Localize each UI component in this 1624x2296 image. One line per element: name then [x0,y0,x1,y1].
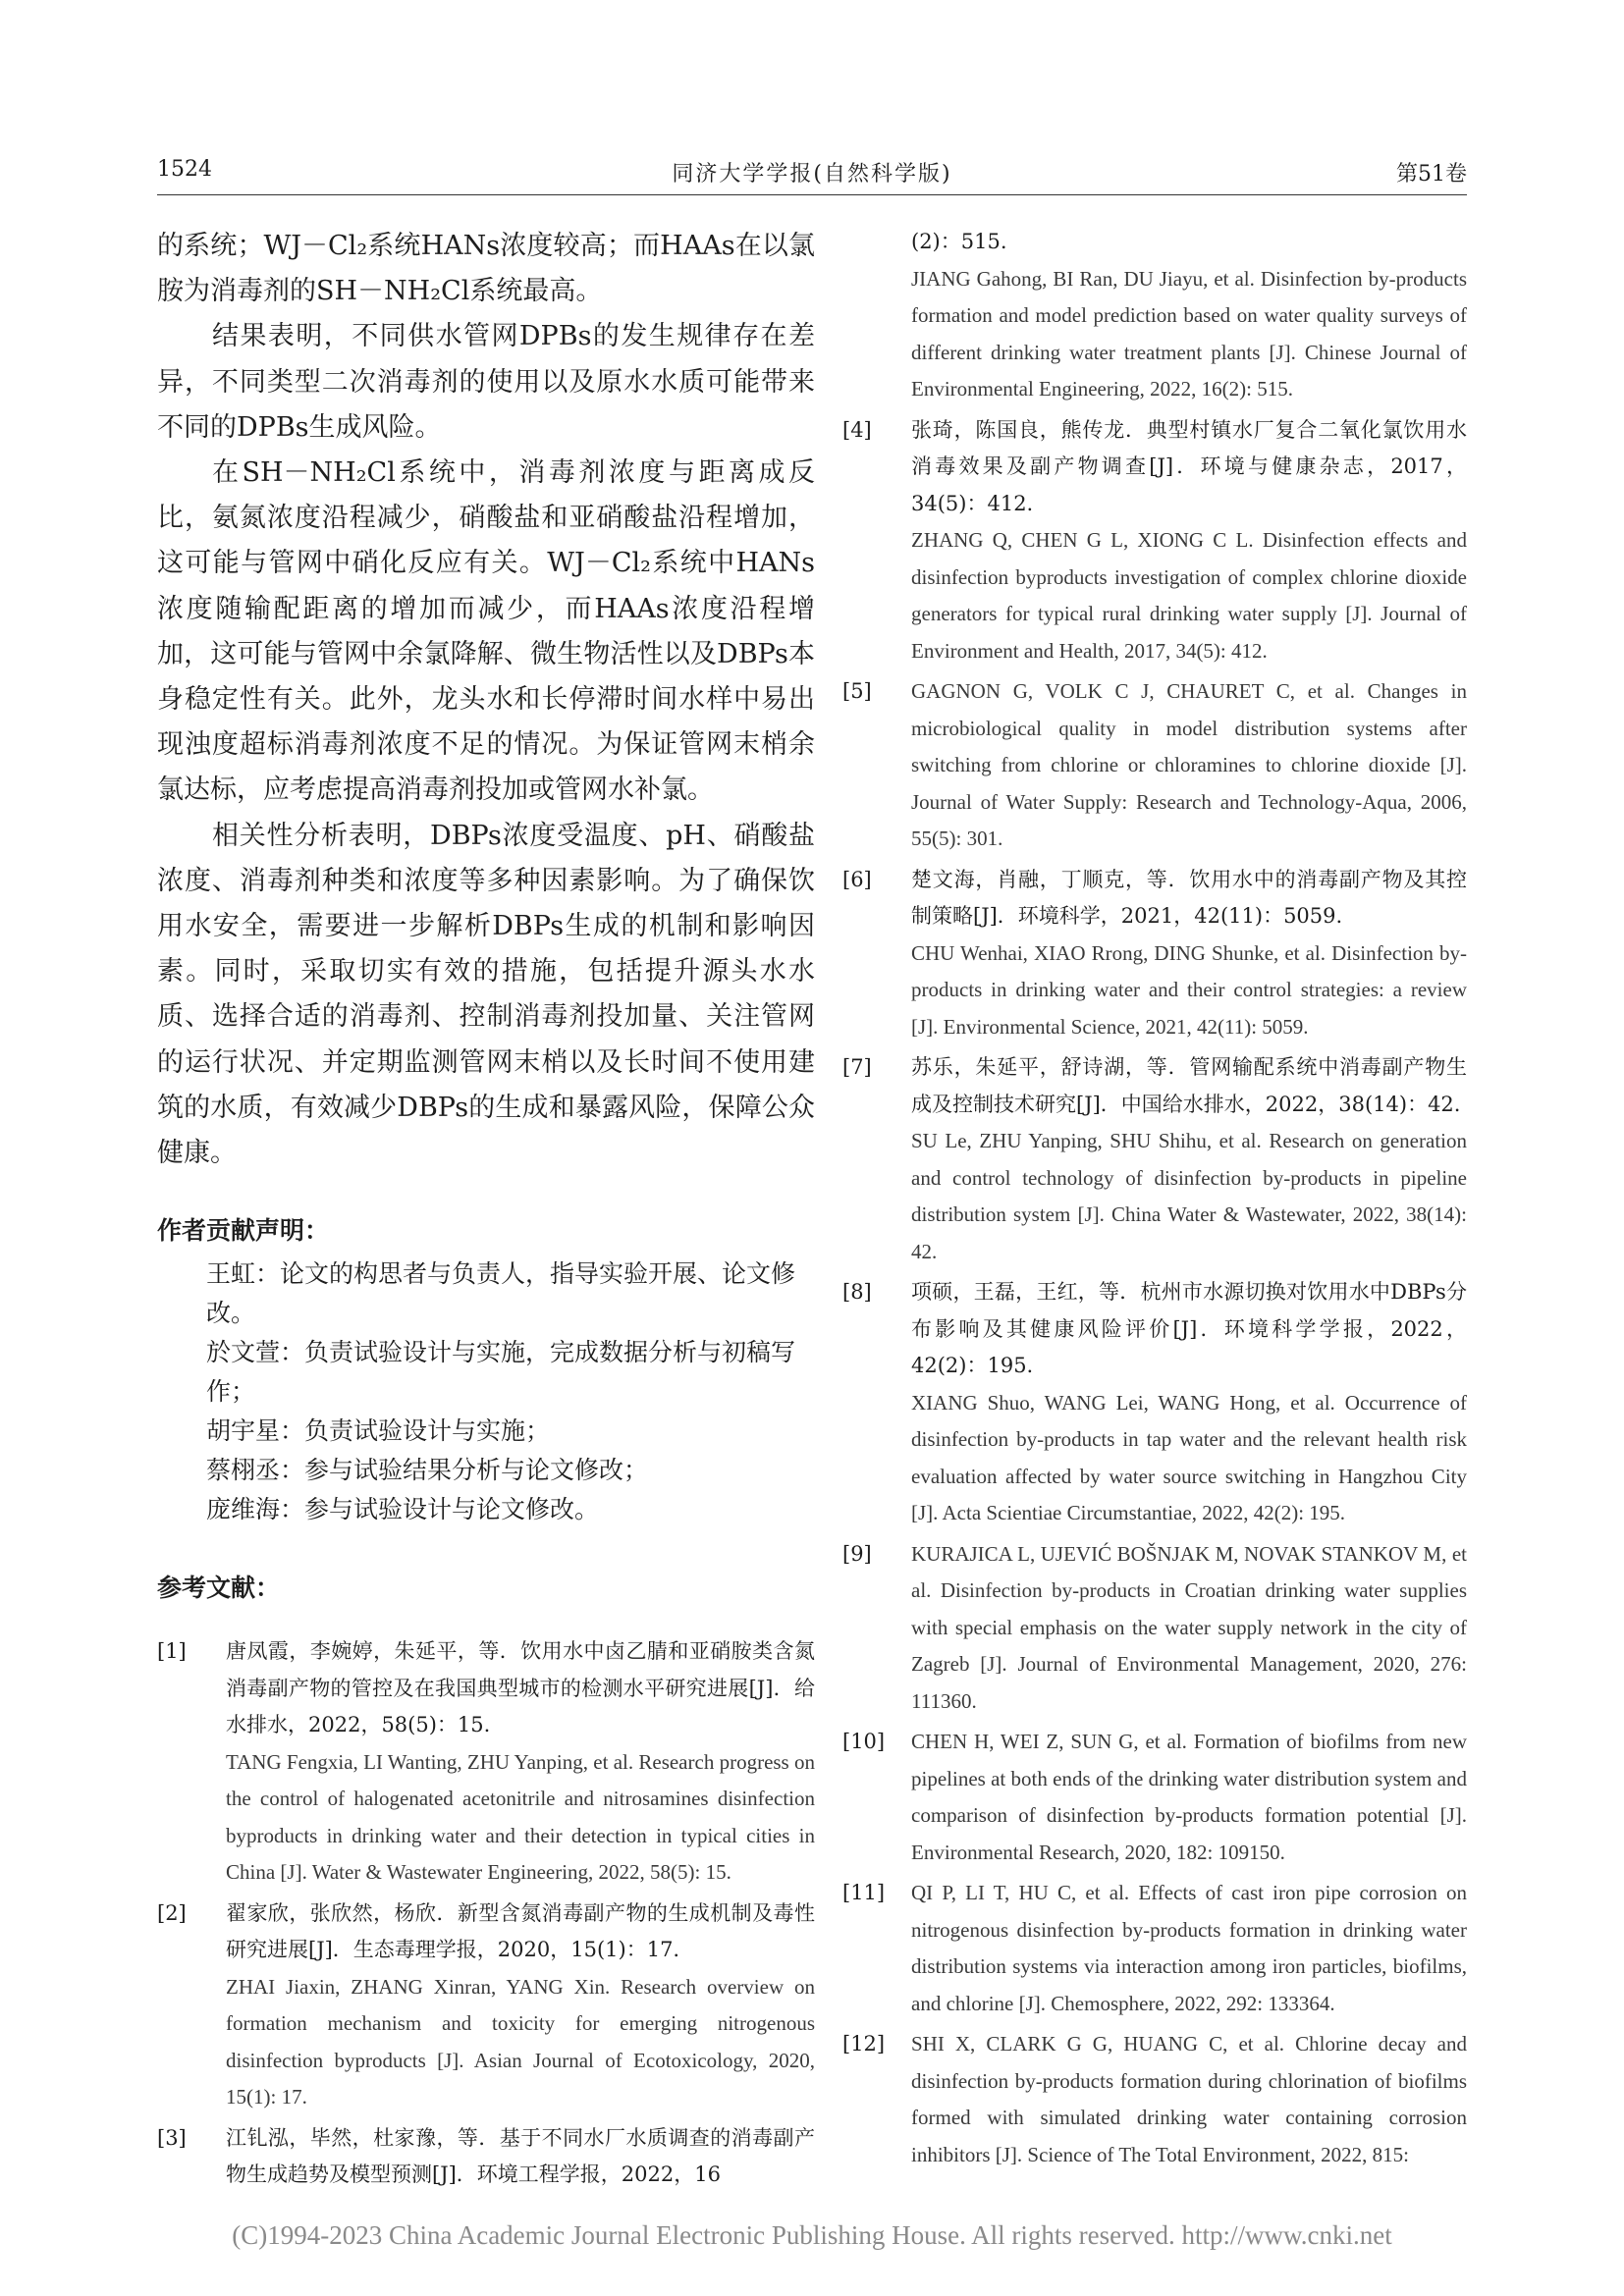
copyright-footer: (C)1994-2023 China Academic Journal Electronic Publishing House. All rights reserved. http://www.cnki.net [232,2220,1392,2250]
page-header [157,157,1467,192]
reference-number: [9] [842,1541,872,1566]
page-number: 1524 [157,157,212,182]
right-column [842,224,1467,2173]
paragraph-1: 的系统；WJ－Cl₂系统HANs浓度较高；而HAAs在以氯胺为消毒剂的SH－NH₂Cl系统最高。 [157,231,815,307]
references-title: 参考文献： [157,1574,281,1603]
contrib-item: 王虹：论文的构思者与负责人，指导实验开展、论文修改。 [206,1259,796,1328]
reference-number: [5] [842,679,872,703]
reference-zh: 苏乐，朱延平，舒诗湖，等．管网输配系统中消毒副产物生成及控制技术研究[J]．中国给水排水，2022，38(14)：42. [911,1055,1467,1116]
reference-zh: 楚文海，肖融，丁顺克，等．饮用水中的消毒副产物及其控制策略[J]．环境科学，2021，42(11)：5059. [911,867,1467,928]
reference-list-right [842,224,1467,2173]
reference-item [842,2026,1467,2173]
reference-number: [6] [842,867,872,891]
reference-en: QI P, LI T, HU C, et al. Effects of cast iron pipe corrosion on nitrogenous disinfection by-products formation in drinking water distribution systems via interaction among iron particles, biofilms, and chlorine [J]. Chemosphere, 2022, 292: 133364. [911,1881,1467,2015]
reference-item [842,412,1467,670]
reference-continuation [862,224,1467,408]
reference-en: GAGNON G, VOLK C J, CHAURET C, et al. Changes in microbiological quality in model distribution systems after switching from chlorine or chloramines to chlorine dioxide [J]. Journal of Water Supply: Research and Technology-Aqua, 2006, 55(5): 301. [911,679,1467,850]
contrib-item: 庞维海：参与试验设计与论文修改。 [206,1495,600,1524]
reference-number: [8] [842,1280,872,1304]
reference-zh: 江钆泓，毕然，杜家豫，等．基于不同水厂水质调查的消毒副产物生成趋势及模型预测[J]．环境工程学报，2022，16 [226,2125,815,2187]
reference-item [842,1274,1467,1532]
reference-number: [4] [842,417,872,442]
reference-number: [7] [842,1055,872,1079]
reference-en: ZHANG Q, CHEN G L, XIONG C L. Disinfection effects and disinfection byproducts investigation of complex chlorine dioxide generators for typical rural drinking water supply [J]. Journal of Environment and Health, 2017, 34(5): 412. [911,528,1467,663]
paragraph-2: 结果表明，不同供水管网DPBs的发生规律存在差异，不同类型二次消毒剂的使用以及原水水质可能带来不同的DPBs生成风险。 [157,321,815,443]
reference-item [157,1896,815,2116]
left-column [157,224,815,2194]
reference-en: XIANG Shuo, WANG Lei, WANG Hong, et al. Occurrence of disinfection by-products in tap water and the relevant health risk evaluation affected by water source switching in Hangzhou City [J]. Acta Scientiae Circumstantiae, 2022, 42(2): 195. [911,1390,1467,1524]
reference-en: ZHAI Jiaxin, ZHANG Xinran, YANG Xin. Research overview on formation mechanism and toxicity for emerging nitrogenous disinfection byproducts [J]. Asian Journal of Ecotoxicology, 2020, 15(1): 17. [226,1974,815,2109]
reference-item [842,1724,1467,1871]
reference-number: [1] [157,1639,187,1664]
reference-number: [10] [842,1730,886,1753]
contrib-item: 胡宇星：负责试验设计与实施； [206,1416,551,1446]
reference-zh: 项硕，王磊，王红，等．杭州市水源切换对饮用水中DBPs分布影响及其健康风险评价[J]．环境科学学报，2022，42(2)：195. [911,1280,1467,1377]
reference-en: CHEN H, WEI Z, SUN G, et al. Formation of biofilms from new pipelines at both ends of the drinking water distribution system and comparison of disinfection by-products formation potential [J]. Environmental Research, 2020, 182: 109150. [911,1730,1467,1864]
contrib-item: 於文萱：负责试验设计与实施，完成数据分析与初稿写作； [206,1338,796,1407]
reference-en: KURAJICA L, UJEVIĆ BOŠNJAK M, NOVAK STANKOV M, et al. Disinfection by-products in Croatian drinking water supplies with special emphasis on the water supply network in the city of Zagreb [J]. Journal of Environmental Management, 2020, 276: 111360. [911,1541,1467,1713]
reference-item [842,862,1467,1046]
reference-en: JIANG Gahong, BI Ran, DU Jiayu, et al. Disinfection by-products formation and model prediction based on water quality surveys of different drinking water treatment plants [J]. Chinese Journal of Environmental Engineering, 2022, 16(2): 515. [911,266,1467,400]
reference-item [842,673,1467,858]
reference-zh: (2)：515. [911,230,1007,253]
reference-item [157,1633,815,1892]
reference-number: [12] [842,2032,886,2056]
volume-label: 第51卷 [1396,162,1467,187]
reference-en: SHI X, CLARK G G, HUANG C, et al. Chlorine decay and disinfection by-products formation during chlorination of biofilms formed with simulated drinking water containing corrosion inhibitors [J]. Science of The Total Environment, 2022, 815: [911,2032,1467,2166]
reference-zh: 张琦，陈国良，熊传龙．典型村镇水厂复合二氧化氯饮用水消毒效果及副产物调查[J]．环境与健康杂志，2017，34(5)：412. [911,417,1467,515]
contrib-item: 蔡栩丞：参与试验结果分析与论文修改； [206,1456,649,1485]
reference-en: SU Le, ZHU Yanping, SHU Shihu, et al. Research on generation and control technology of disinfection by-products in pipeline distribution system [J]. China Water & Wastewater, 2022, 38(14): 42. [911,1129,1467,1263]
reference-item [842,1049,1467,1270]
contrib-list [157,1255,815,1529]
reference-item [157,2120,815,2194]
paragraph-3: 在SH－NH₂Cl系统中，消毒剂浓度与距离成反比，氨氮浓度沿程减少，硝酸盐和亚硝酸盐沿程增加，这可能与管网中硝化反应有关。WJ－Cl₂系统中HANs浓度随输配距离的增加而减少，而HAAs浓度沿程增加，这可能与管网中余氯降解、微生物活性以及DBPs本身稳定性有关。此外，龙头水和长停滞时间水样中易出现浊度超标消毒剂浓度不足的情况。为保证管网末梢余氯达标，应考虑提高消毒剂投加或管网水补氯。 [157,457,815,806]
reference-number: [11] [842,1881,886,1904]
reference-number: [2] [157,1900,187,1925]
reference-zh: 翟家欣，张欣然，杨欣．新型含氮消毒副产物的生成机制及毒性研究进展[J]．生态毒理学报，2020，15(1)：17. [226,1900,815,1962]
journal-title: 同济大学学报(自然科学版) [672,162,952,187]
reference-zh: 唐凤霞，李婉婷，朱延平，等．饮用水中卤乙腈和亚硝胺类含氮消毒副产物的管控及在我国典型城市的检测水平研究进展[J]．给水排水，2022，58(5)：15. [226,1639,815,1737]
reference-en: TANG Fengxia, LI Wanting, ZHU Yanping, et al. Research progress on the control of halogenated acetonitrile and nitrosamines disinfection byproducts in drinking water and their detection in typical cities in China [J]. Water & Wastewater Engineering, 2022, 58(5): 15. [226,1749,815,1885]
reference-list-left [157,1633,815,2194]
paragraph-4: 相关性分析表明，DBPs浓度受温度、pH、硝酸盐浓度、消毒剂种类和浓度等多种因素影响。为了确保饮用水安全，需要进一步解析DBPs生成的机制和影响因素。同时，采取切实有效的措施，包括提升源头水水质、选择合适的消毒剂、控制消毒剂投加量、关注管网的运行状况、并定期监测管网末梢以及长时间不使用建筑的水质，有效减少DBPs的生成和暴露风险，保障公众健康。 [157,820,815,1169]
contrib-title: 作者贡献声明： [157,1216,330,1246]
reference-en: CHU Wenhai, XIAO Rrong, DING Shunke, et al. Disinfection by-products in drinking water and their control strategies: a review [J]. Environmental Science, 2021, 42(11): 5059. [911,940,1467,1039]
reference-item [842,1536,1467,1721]
reference-number: [3] [157,2125,187,2150]
reference-item [842,1875,1467,2022]
header-rule [157,194,1467,195]
